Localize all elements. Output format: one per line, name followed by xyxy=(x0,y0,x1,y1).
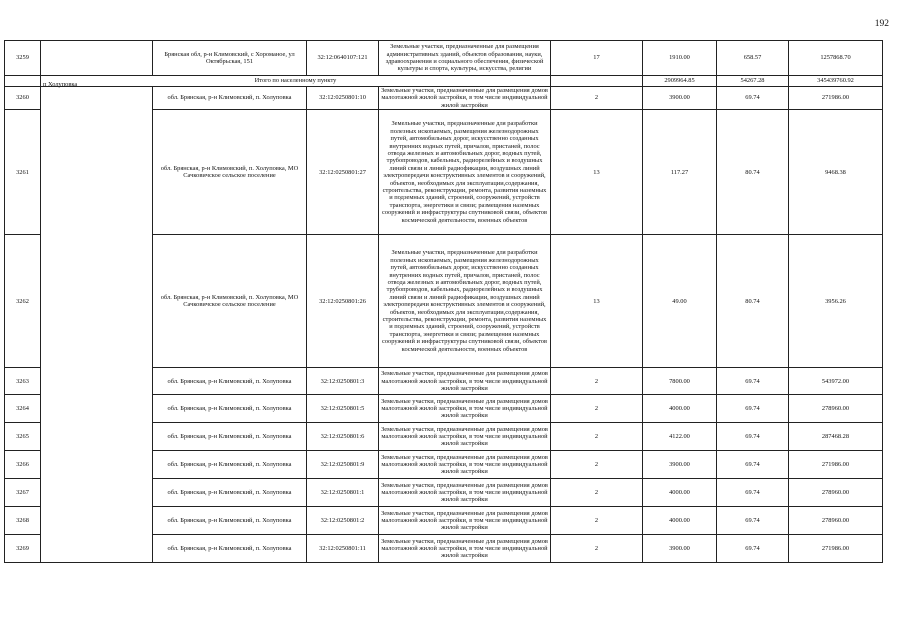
cadastral-value-per-m2: 69.74 xyxy=(717,87,789,110)
row-number: 3269 xyxy=(5,535,41,563)
land-use-description: Земельные участки, предназначенные для размещения домов малоэтажной жилой застройки, в том числе индивидуальной жилой застройки xyxy=(379,368,551,395)
cadastral-number: 32:12:0250801:3 xyxy=(307,368,379,395)
cadastral-number: 32:12:0250801:1 xyxy=(307,479,379,507)
land-use-description: Земельные участки, предназначенные для размещения домов малоэтажной жилой застройки, в том числе индивидуальной жилой застройки xyxy=(379,479,551,507)
address-cell: обл. Брянская, р-н Климовский, п. Холуповка, МО Сачковичское сельское поселение xyxy=(153,110,307,235)
zone-number: 2 xyxy=(551,479,643,507)
zone-number: 2 xyxy=(551,535,643,563)
subtotal-row xyxy=(5,76,883,87)
area-value: 117.27 xyxy=(643,110,717,235)
row-number: 3261 xyxy=(5,110,41,235)
address-cell: обл. Брянская, р-н Климовский, п. Холуповка xyxy=(153,423,307,451)
table-row xyxy=(5,87,883,110)
land-use-description: Земельные участки, предназначенные для размещения домов малоэтажной жилой застройки, в том числе индивидуальной жилой застройки xyxy=(379,507,551,535)
total-value: 278960.00 xyxy=(789,395,883,423)
cadastral-value-per-m2: 69.74 xyxy=(717,507,789,535)
address-cell: обл. Брянская, р-н Климовский, п. Холуповка, МО Сачковичское сельское поселение xyxy=(153,235,307,368)
address-cell: обл. Брянская, р-н Климовский, п. Холуповка xyxy=(153,451,307,479)
address-cell: обл. Брянская, р-н Климовский, п. Холуповка xyxy=(153,479,307,507)
total-value: 543972.00 xyxy=(789,368,883,395)
row-number: 3267 xyxy=(5,479,41,507)
zone-number: 2 xyxy=(551,368,643,395)
total-value: 287468.28 xyxy=(789,423,883,451)
address-cell: обл. Брянская, р-н Климовский, п. Холуповка xyxy=(153,395,307,423)
row-number: 3268 xyxy=(5,507,41,535)
table-row xyxy=(5,41,883,76)
land-use-description: Земельные участки, предназначенные для размещения домов малоэтажной жилой застройки, в том числе индивидуальной жилой застройки xyxy=(379,535,551,563)
address-cell: обл. Брянская, р-н Климовский, п. Холуповка xyxy=(153,535,307,563)
row-number: 3262 xyxy=(5,235,41,368)
area-value: 4000.00 xyxy=(643,479,717,507)
row-number: 3266 xyxy=(5,451,41,479)
cadastral-number: 32:12:0250801:2 xyxy=(307,507,379,535)
row-number: 3259 xyxy=(5,41,41,76)
cadastral-value-per-m2: 69.74 xyxy=(717,395,789,423)
cadastral-number: 32:12:0250801:5 xyxy=(307,395,379,423)
subtotal-total: 345439760.92 xyxy=(789,76,883,87)
cadastral-number: 32:12:0640107:121 xyxy=(307,41,379,76)
locality-name: п Холуповка xyxy=(43,81,78,88)
subtotal-zone-cell xyxy=(551,76,643,87)
cadastral-number: 32:12:0250801:11 xyxy=(307,535,379,563)
subtotal-num-cell xyxy=(5,76,41,87)
row-number: 3264 xyxy=(5,395,41,423)
total-value: 9468.38 xyxy=(789,110,883,235)
row-number: 3265 xyxy=(5,423,41,451)
address-cell: обл. Брянская, р-н Климовский, п. Холуповка xyxy=(153,507,307,535)
area-value: 3900.00 xyxy=(643,87,717,110)
subtotal-area: 2909964.85 xyxy=(643,76,717,87)
cadastral-value-per-m2: 69.74 xyxy=(717,535,789,563)
zone-number: 2 xyxy=(551,451,643,479)
zone-number: 2 xyxy=(551,423,643,451)
zone-number: 2 xyxy=(551,87,643,110)
row-number: 3263 xyxy=(5,368,41,395)
land-registry-table xyxy=(4,40,883,563)
total-value: 278960.00 xyxy=(789,479,883,507)
total-value: 271986.00 xyxy=(789,535,883,563)
zone-number: 2 xyxy=(551,395,643,423)
cadastral-value-per-m2: 69.74 xyxy=(717,368,789,395)
subtotal-label: Итого по населенному пункту xyxy=(41,76,551,87)
cadastral-number: 32:12:0250801:27 xyxy=(307,110,379,235)
total-value: 1257868.70 xyxy=(789,41,883,76)
land-use-description: Земельные участки, предназначенные для размещения домов малоэтажной жилой застройки, в том числе индивидуальной жилой застройки xyxy=(379,423,551,451)
cadastral-number: 32:12:0250801:26 xyxy=(307,235,379,368)
locality-cell xyxy=(41,41,153,76)
cadastral-value-per-m2: 80.74 xyxy=(717,235,789,368)
cadastral-value-per-m2: 658.57 xyxy=(717,41,789,76)
area-value: 3900.00 xyxy=(643,451,717,479)
locality-cell xyxy=(41,81,153,563)
cadastral-value-per-m2: 80.74 xyxy=(717,110,789,235)
cadastral-value-per-m2: 69.74 xyxy=(717,423,789,451)
land-use-description: Земельные участки, предназначенные для разработки полезных ископаемых, размещения железнодорожных путей, автомобильных дорог, искусственно созданных внутренних водных путей, причалов, пристаней, полос отвода железных и автомобильных дорог, водных путей, трубопроводов, кабельных, радиорелейных и воздушных линий связи и линий радиофикации, воздушных линий электропередачи конструктивных элементов и сооружений, объектов, необходимых для эксплуатации,содержания, строительства, реконструкции, ремонта, развития наземных и подземных зданий, строений, сооружений, устройств транспорта, энергетики и связи; размещения наземных сооружений и инфраструктуры спутниковой связи, объектов космической деятельности, военных объектов xyxy=(379,235,551,368)
land-use-description: Земельные участки, предназначенные для размещения домов малоэтажной жилой застройки, в том числе индивидуальной жилой застройки xyxy=(379,395,551,423)
cadastral-number: 32:12:0250801:10 xyxy=(307,87,379,110)
area-value: 49.00 xyxy=(643,235,717,368)
address-cell: обл. Брянская, р-н Климовский, п. Холуповка xyxy=(153,368,307,395)
cadastral-number: 32:12:0250801:9 xyxy=(307,451,379,479)
land-use-description: Земельные участки, предназначенные для размещения административных зданий, объектов образования, науки, здравоохранения и социального обеспечения, физической культуры и спорта, культуры, искусства, религии xyxy=(379,41,551,76)
zone-number: 13 xyxy=(551,235,643,368)
land-use-description: Земельные участки, предназначенные для разработки полезных ископаемых, размещения железнодорожных путей, автомобильных дорог, искусственно созданных внутренних водных путей, причалов, пристаней, полос отвода железных и автомобильных дорог, водных путей, трубопроводов, кабельных, радиорелейных и воздушных линий связи и линий радиофикации, воздушных линий электропередачи конструктивных элементов и сооружений, объектов, необходимых для эксплуатации,содержания, строительства, реконструкции, ремонта, развития наземных и подземных зданий, строений, сооружений, устройств транспорта, энергетики и связи; размещения наземных сооружений и инфраструктуры спутниковой связи, объектов космической деятельности, военных объектов xyxy=(379,110,551,235)
cadastral-value-per-m2: 69.74 xyxy=(717,451,789,479)
area-value: 4000.00 xyxy=(643,507,717,535)
cadastral-number: 32:12:0250801:6 xyxy=(307,423,379,451)
total-value: 271986.00 xyxy=(789,87,883,110)
address-cell: обл. Брянская, р-н Климовский, п. Холуповка xyxy=(153,87,307,110)
row-number: 3260 xyxy=(5,87,41,110)
page-number: 192 xyxy=(874,19,889,29)
address-cell: Брянская обл, р-н Климовский, с Хороманое, ул Октябрьская, 151 xyxy=(153,41,307,76)
zone-number: 2 xyxy=(551,507,643,535)
area-value: 4000.00 xyxy=(643,395,717,423)
land-use-description: Земельные участки, предназначенные для размещения домов малоэтажной жилой застройки, в том числе индивидуальной жилой застройки xyxy=(379,87,551,110)
total-value: 278960.00 xyxy=(789,507,883,535)
cadastral-value-per-m2: 69.74 xyxy=(717,479,789,507)
area-value: 3900.00 xyxy=(643,535,717,563)
area-value: 4122.00 xyxy=(643,423,717,451)
total-value: 3956.26 xyxy=(789,235,883,368)
zone-number: 17 xyxy=(551,41,643,76)
area-value: 1910.00 xyxy=(643,41,717,76)
subtotal-value: 54267.28 xyxy=(717,76,789,87)
land-use-description: Земельные участки, предназначенные для размещения домов малоэтажной жилой застройки, в том числе индивидуальной жилой застройки xyxy=(379,451,551,479)
area-value: 7800.00 xyxy=(643,368,717,395)
zone-number: 13 xyxy=(551,110,643,235)
total-value: 271986.00 xyxy=(789,451,883,479)
